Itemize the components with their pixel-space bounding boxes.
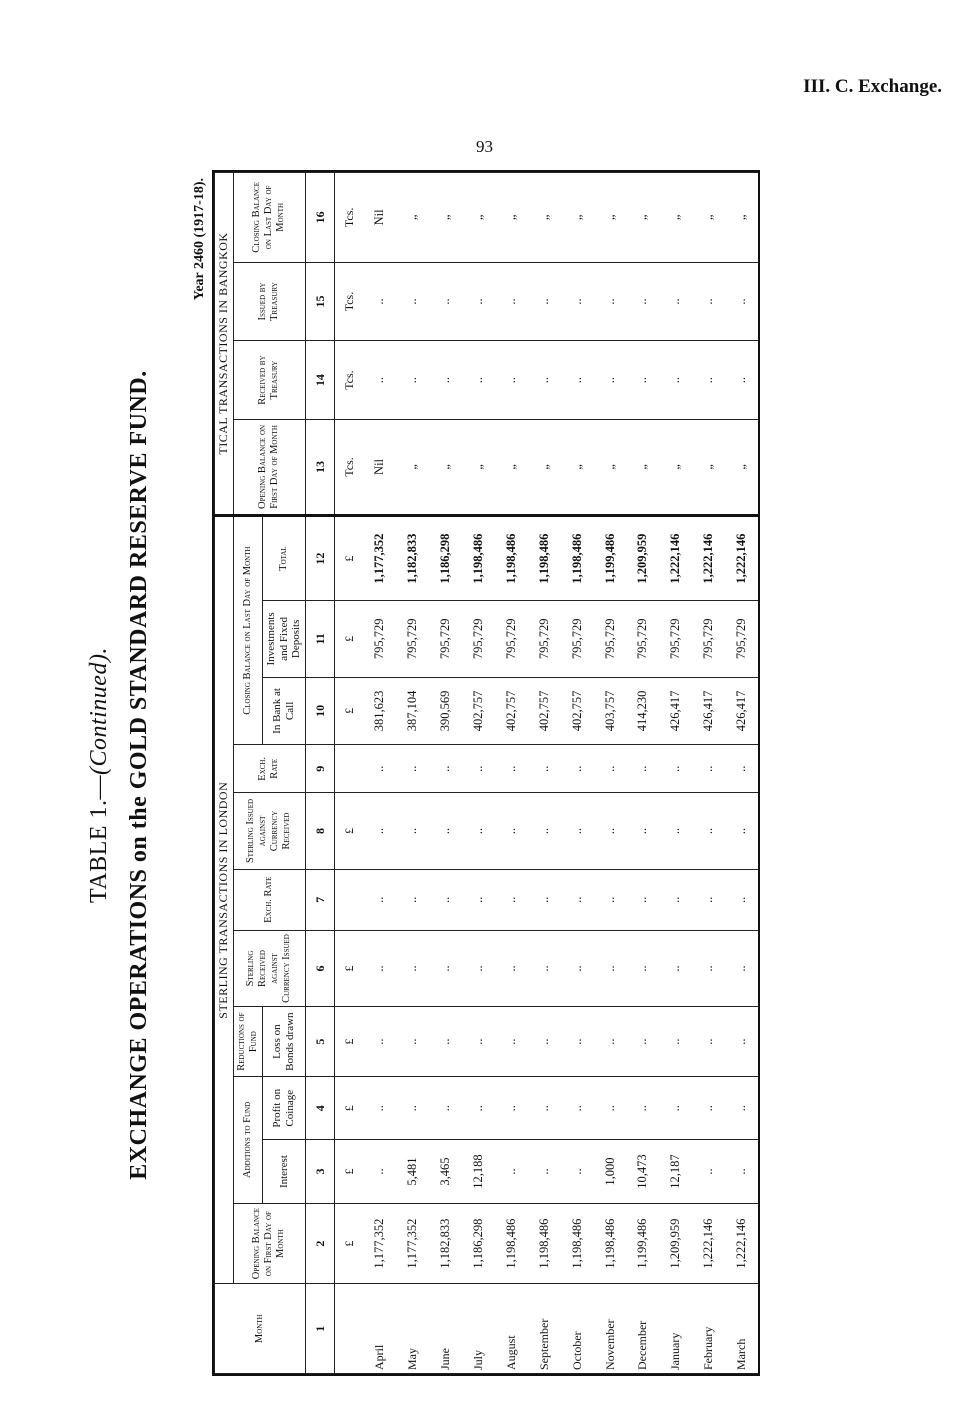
loss-cell: ..: [626, 1007, 659, 1077]
opening-balance-cell: 1,222,146: [725, 1203, 758, 1284]
sterling-issued-cell: ..: [429, 793, 462, 869]
treasury-received-cell: ..: [462, 341, 495, 420]
sterling-received-cell: ..: [659, 930, 692, 1006]
unit-label: £: [335, 601, 364, 677]
treasury-issued-cell: ..: [594, 262, 627, 341]
month-cell: May: [396, 1284, 429, 1374]
sterling-received-cell: ..: [626, 930, 659, 1006]
unit-label: £: [335, 1203, 364, 1284]
column-number-row: [305, 173, 334, 1374]
profit-cell: ..: [659, 1077, 692, 1140]
profit-cell: ..: [363, 1077, 396, 1140]
investments-cell: 795,729: [396, 601, 429, 677]
header-tical-closing: Closing Balance on Last Day of Month: [233, 173, 305, 263]
treasury-received-cell: ..: [429, 341, 462, 420]
month-cell: October: [561, 1284, 594, 1374]
header-sterling-issued: Sterling Issued against Currency Received: [233, 793, 305, 869]
investments-cell: 795,729: [659, 601, 692, 677]
tical-opening-cell: „: [495, 419, 528, 515]
table-row: [692, 173, 725, 1374]
month-cell: November: [594, 1284, 627, 1374]
header-reductions: Reductions of Fund: [233, 1007, 262, 1077]
unit-label: [335, 869, 364, 930]
treasury-issued-cell: ..: [659, 262, 692, 341]
total-cell: 1,222,146: [692, 515, 725, 600]
unit-label: £: [335, 930, 364, 1006]
month-cell: February: [692, 1284, 725, 1374]
treasury-issued-cell: ..: [561, 262, 594, 341]
in-bank-cell: 426,417: [725, 677, 758, 745]
interest-cell: ..: [725, 1140, 758, 1203]
opening-balance-cell: 1,222,146: [692, 1203, 725, 1284]
column-number: 5: [305, 1007, 334, 1077]
header-opening-balance: Opening Balance on First Day of Month: [233, 1203, 305, 1284]
exch-rate-cell: ..: [396, 869, 429, 930]
in-bank-cell: 402,757: [561, 677, 594, 745]
profit-cell: ..: [561, 1077, 594, 1140]
year-label: Year 2460 (1917-18).: [192, 178, 207, 301]
in-bank-cell: 390,569: [429, 677, 462, 745]
in-bank-cell: 426,417: [692, 677, 725, 745]
loss-cell: ..: [429, 1007, 462, 1077]
exch-rate-cell: ..: [659, 869, 692, 930]
total-cell: 1,199,486: [594, 515, 627, 600]
exch-rate-cell: ..: [692, 869, 725, 930]
total-cell: 1,198,486: [462, 515, 495, 600]
table-row: [594, 173, 627, 1374]
column-number: 10: [305, 677, 334, 745]
column-number: 13: [305, 419, 334, 515]
in-bank-cell: 403,757: [594, 677, 627, 745]
treasury-issued-cell: ..: [528, 262, 561, 341]
opening-balance-cell: 1,177,352: [363, 1203, 396, 1284]
exch-rate-cell: ..: [725, 745, 758, 793]
investments-cell: 795,729: [692, 601, 725, 677]
opening-balance-cell: 1,198,486: [495, 1203, 528, 1284]
unit-label: Tcs.: [335, 262, 364, 341]
exch-rate-cell: ..: [561, 869, 594, 930]
column-number: 7: [305, 869, 334, 930]
table-row: [659, 173, 692, 1374]
loss-cell: ..: [561, 1007, 594, 1077]
column-number: 1: [305, 1284, 334, 1374]
exch-rate-cell: ..: [495, 745, 528, 793]
profit-cell: ..: [528, 1077, 561, 1140]
tical-closing-cell: „: [429, 173, 462, 263]
header-received-by-treasury: Received by Treasury: [233, 341, 305, 420]
unit-label: £: [335, 515, 364, 600]
sterling-issued-cell: ..: [396, 793, 429, 869]
column-number: 14: [305, 341, 334, 420]
sterling-issued-cell: ..: [462, 793, 495, 869]
opening-balance-cell: 1,186,298: [462, 1203, 495, 1284]
page-number: 93: [476, 137, 493, 156]
table-body: [305, 173, 758, 1374]
tical-opening-cell: „: [725, 419, 758, 515]
header-month: Month: [215, 1284, 306, 1374]
header-investments: Investments and Fixed Deposits: [262, 601, 305, 677]
exch-rate-cell: ..: [363, 745, 396, 793]
interest-cell: ..: [692, 1140, 725, 1203]
table-row: [561, 173, 594, 1374]
header-tical-opening: Opening Balance on First Day of Month: [233, 419, 305, 515]
investments-cell: 795,729: [363, 601, 396, 677]
loss-cell: ..: [462, 1007, 495, 1077]
total-cell: 1,222,146: [659, 515, 692, 600]
column-number: 15: [305, 262, 334, 341]
profit-cell: ..: [725, 1077, 758, 1140]
interest-cell: ..: [495, 1140, 528, 1203]
investments-cell: 795,729: [495, 601, 528, 677]
sterling-issued-cell: ..: [528, 793, 561, 869]
sterling-issued-cell: ..: [692, 793, 725, 869]
loss-cell: ..: [725, 1007, 758, 1077]
sterling-received-cell: ..: [429, 930, 462, 1006]
exch-rate-cell: ..: [396, 745, 429, 793]
column-number: 9: [305, 745, 334, 793]
unit-label: [335, 745, 364, 793]
header-row-sub: [233, 173, 262, 1374]
investments-cell: 795,729: [725, 601, 758, 677]
investments-cell: 795,729: [429, 601, 462, 677]
treasury-received-cell: ..: [528, 341, 561, 420]
header-loss-on-bonds: Loss on Bonds drawn: [262, 1007, 305, 1077]
treasury-issued-cell: ..: [692, 262, 725, 341]
tical-opening-cell: „: [528, 419, 561, 515]
month-cell: September: [528, 1284, 561, 1374]
month-cell: August: [495, 1284, 528, 1374]
loss-cell: ..: [396, 1007, 429, 1077]
total-cell: 1,209,959: [626, 515, 659, 600]
treasury-issued-cell: ..: [396, 262, 429, 341]
tical-closing-cell: „: [528, 173, 561, 263]
table-row: [363, 173, 396, 1374]
header-row-groups: [215, 173, 234, 1374]
treasury-received-cell: ..: [561, 341, 594, 420]
tical-opening-cell: „: [429, 419, 462, 515]
header-sterling-received: Sterling Received against Currency Issued: [233, 930, 305, 1006]
interest-cell: 12,188: [462, 1140, 495, 1203]
exch-rate-cell: ..: [462, 869, 495, 930]
interest-cell: ..: [561, 1140, 594, 1203]
treasury-issued-cell: ..: [462, 262, 495, 341]
loss-cell: ..: [692, 1007, 725, 1077]
sterling-issued-cell: ..: [495, 793, 528, 869]
month-cell: July: [462, 1284, 495, 1374]
header-exch-rate-1: Exch. Rate: [233, 869, 305, 930]
total-cell: 1,198,486: [528, 515, 561, 600]
tical-opening-cell: „: [659, 419, 692, 515]
opening-balance-cell: 1,199,486: [626, 1203, 659, 1284]
tical-closing-cell: „: [692, 173, 725, 263]
interest-cell: 12,187: [659, 1140, 692, 1203]
column-number: 8: [305, 793, 334, 869]
column-number: 6: [305, 930, 334, 1006]
profit-cell: ..: [462, 1077, 495, 1140]
tical-closing-cell: „: [396, 173, 429, 263]
total-cell: 1,198,486: [495, 515, 528, 600]
treasury-received-cell: ..: [626, 341, 659, 420]
section-mark: III. C. Exchange.: [803, 76, 942, 97]
month-cell: January: [659, 1284, 692, 1374]
interest-cell: 10,473: [626, 1140, 659, 1203]
column-number: 4: [305, 1077, 334, 1140]
sterling-received-cell: ..: [462, 930, 495, 1006]
sterling-received-cell: ..: [396, 930, 429, 1006]
sterling-issued-cell: ..: [659, 793, 692, 869]
table-row: [429, 173, 462, 1374]
sterling-received-cell: ..: [594, 930, 627, 1006]
total-cell: 1,177,352: [363, 515, 396, 600]
exch-rate-cell: ..: [692, 745, 725, 793]
exch-rate-cell: ..: [659, 745, 692, 793]
total-cell: 1,222,146: [725, 515, 758, 600]
unit-label: £: [335, 1007, 364, 1077]
treasury-received-cell: ..: [495, 341, 528, 420]
treasury-issued-cell: ..: [363, 262, 396, 341]
loss-cell: ..: [659, 1007, 692, 1077]
unit-label: Tcs.: [335, 419, 364, 515]
in-bank-cell: 426,417: [659, 677, 692, 745]
loss-cell: ..: [528, 1007, 561, 1077]
tical-closing-cell: „: [561, 173, 594, 263]
exch-rate-cell: ..: [528, 745, 561, 793]
sterling-issued-cell: ..: [561, 793, 594, 869]
treasury-issued-cell: ..: [626, 262, 659, 341]
in-bank-cell: 402,757: [462, 677, 495, 745]
unit-label: £: [335, 1077, 364, 1140]
unit-label: Tcs.: [335, 341, 364, 420]
month-cell: March: [725, 1284, 758, 1374]
tical-opening-cell: „: [692, 419, 725, 515]
opening-balance-cell: 1,198,486: [594, 1203, 627, 1284]
sterling-received-cell: ..: [528, 930, 561, 1006]
sterling-issued-cell: ..: [626, 793, 659, 869]
loss-cell: ..: [594, 1007, 627, 1077]
treasury-received-cell: ..: [692, 341, 725, 420]
sterling-issued-cell: ..: [725, 793, 758, 869]
column-number: 3: [305, 1140, 334, 1203]
tical-closing-cell: „: [725, 173, 758, 263]
tical-opening-cell: „: [626, 419, 659, 515]
sterling-received-cell: ..: [363, 930, 396, 1006]
in-bank-cell: 414,230: [626, 677, 659, 745]
exch-rate-cell: ..: [594, 745, 627, 793]
total-cell: 1,186,298: [429, 515, 462, 600]
in-bank-cell: 387,104: [396, 677, 429, 745]
in-bank-cell: 381,623: [363, 677, 396, 745]
interest-cell: 3,465: [429, 1140, 462, 1203]
interest-cell: 5,481: [396, 1140, 429, 1203]
total-cell: 1,198,486: [561, 515, 594, 600]
unit-label: Tcs.: [335, 173, 364, 263]
investments-cell: 795,729: [626, 601, 659, 677]
exch-rate-cell: ..: [594, 869, 627, 930]
opening-balance-cell: 1,177,352: [396, 1203, 429, 1284]
total-cell: 1,182,833: [396, 515, 429, 600]
header-exch-rate-2: Exch. Rate: [233, 745, 305, 793]
tical-opening-cell: Nil: [363, 419, 396, 515]
unit-label: £: [335, 1140, 364, 1203]
opening-balance-cell: 1,198,486: [561, 1203, 594, 1284]
exch-rate-cell: ..: [495, 869, 528, 930]
header-issued-by-treasury: Issued by Treasury: [233, 262, 305, 341]
header-additions: Additions to Fund: [233, 1077, 262, 1204]
unit-row: [335, 173, 364, 1374]
opening-balance-cell: 1,209,959: [659, 1203, 692, 1284]
table-title-prefix: TABLE 1.—: [86, 775, 112, 903]
exch-rate-cell: ..: [626, 745, 659, 793]
unit-label: [335, 1284, 364, 1374]
sterling-issued-cell: ..: [363, 793, 396, 869]
month-cell: December: [626, 1284, 659, 1374]
exchange-operations-table: [214, 172, 758, 1374]
header-sterling-group: STERLING TRANSACTIONS IN LONDON: [215, 515, 234, 1284]
sterling-issued-cell: ..: [594, 793, 627, 869]
table-row: [528, 173, 561, 1374]
table-row: [396, 173, 429, 1374]
profit-cell: ..: [692, 1077, 725, 1140]
sterling-received-cell: ..: [495, 930, 528, 1006]
exch-rate-cell: ..: [363, 869, 396, 930]
tical-closing-cell: Nil: [363, 173, 396, 263]
profit-cell: ..: [594, 1077, 627, 1140]
exch-rate-cell: ..: [528, 869, 561, 930]
treasury-received-cell: ..: [659, 341, 692, 420]
tical-closing-cell: „: [659, 173, 692, 263]
tical-closing-cell: „: [462, 173, 495, 263]
investments-cell: 795,729: [528, 601, 561, 677]
treasury-issued-cell: ..: [495, 262, 528, 341]
investments-cell: 795,729: [462, 601, 495, 677]
treasury-received-cell: ..: [594, 341, 627, 420]
month-cell: June: [429, 1284, 462, 1374]
investments-cell: 795,729: [594, 601, 627, 677]
treasury-received-cell: ..: [725, 341, 758, 420]
table-title-continued: (Continued).: [86, 647, 112, 776]
table-row: [495, 173, 528, 1374]
header-profit-on-coinage: Profit on Coinage: [262, 1077, 305, 1140]
unit-label: £: [335, 677, 364, 745]
table-subtitle: EXCHANGE OPERATIONS on the GOLD STANDARD RESERVE FUND.: [126, 370, 152, 1180]
interest-cell: ..: [528, 1140, 561, 1203]
exch-rate-cell: ..: [462, 745, 495, 793]
tical-closing-cell: „: [594, 173, 627, 263]
interest-cell: 1,000: [594, 1140, 627, 1203]
tical-closing-cell: „: [626, 173, 659, 263]
column-number: 2: [305, 1203, 334, 1284]
header-total: Total: [262, 515, 305, 600]
sterling-received-cell: ..: [725, 930, 758, 1006]
header-interest: Interest: [262, 1140, 305, 1203]
exch-rate-cell: ..: [429, 869, 462, 930]
exch-rate-cell: ..: [626, 869, 659, 930]
profit-cell: ..: [396, 1077, 429, 1140]
tical-opening-cell: „: [594, 419, 627, 515]
loss-cell: ..: [363, 1007, 396, 1077]
tical-opening-cell: „: [396, 419, 429, 515]
exch-rate-cell: ..: [561, 745, 594, 793]
table-title: [86, 160, 113, 1390]
unit-label: £: [335, 793, 364, 869]
sterling-received-cell: ..: [561, 930, 594, 1006]
tical-opening-cell: „: [561, 419, 594, 515]
opening-balance-cell: 1,182,833: [429, 1203, 462, 1284]
table-row: [626, 173, 659, 1374]
interest-cell: ..: [363, 1140, 396, 1203]
table-row: [725, 173, 758, 1374]
in-bank-cell: 402,757: [528, 677, 561, 745]
rotated-table-page: [52, 160, 772, 1390]
tical-opening-cell: „: [462, 419, 495, 515]
treasury-received-cell: ..: [363, 341, 396, 420]
column-number: 11: [305, 601, 334, 677]
exchange-table-container: [212, 170, 760, 1376]
month-cell: April: [363, 1284, 396, 1374]
profit-cell: ..: [429, 1077, 462, 1140]
profit-cell: ..: [495, 1077, 528, 1140]
tical-closing-cell: „: [495, 173, 528, 263]
loss-cell: ..: [495, 1007, 528, 1077]
treasury-issued-cell: ..: [725, 262, 758, 341]
in-bank-cell: 402,757: [495, 677, 528, 745]
sterling-received-cell: ..: [692, 930, 725, 1006]
header-closing-balance: Closing Balance on Last Day of Month: [233, 515, 262, 744]
treasury-received-cell: ..: [396, 341, 429, 420]
table-row: [462, 173, 495, 1374]
exch-rate-cell: ..: [725, 869, 758, 930]
investments-cell: 795,729: [561, 601, 594, 677]
profit-cell: ..: [626, 1077, 659, 1140]
header-tical-group: TICAL TRANSACTIONS IN BANGKOK: [215, 173, 234, 516]
column-number: 12: [305, 515, 334, 600]
column-number: 16: [305, 173, 334, 263]
header-in-bank: In Bank at Call: [262, 677, 305, 745]
opening-balance-cell: 1,198,486: [528, 1203, 561, 1284]
exch-rate-cell: ..: [429, 745, 462, 793]
treasury-issued-cell: ..: [429, 262, 462, 341]
